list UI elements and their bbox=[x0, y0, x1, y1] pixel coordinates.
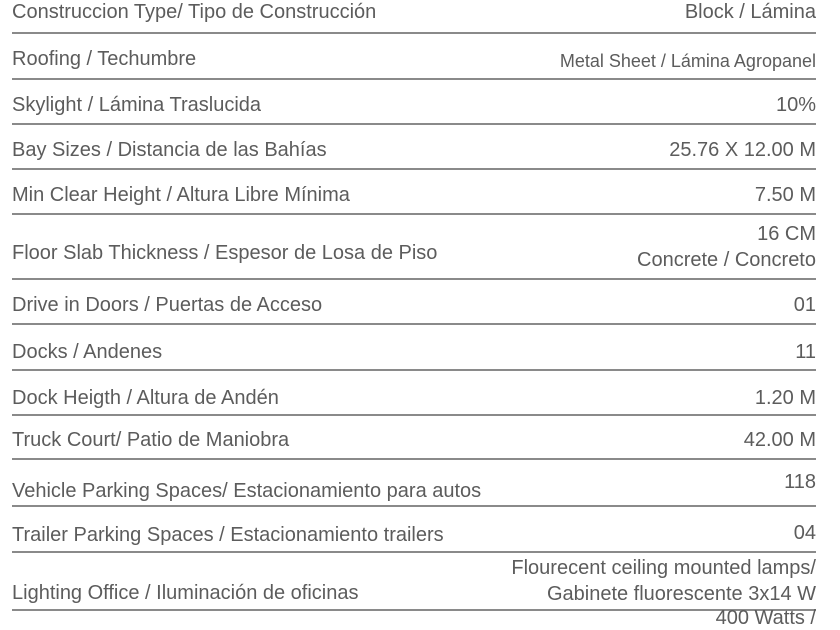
table-row bbox=[12, 553, 816, 611]
table-row bbox=[12, 280, 816, 325]
spec-label: Skylight / Lámina Traslucida bbox=[12, 94, 262, 116]
spec-label: Bay Sizes / Distancia de las Bahías bbox=[12, 139, 327, 161]
spec-label: Lighting Office / Iluminación de oficinas bbox=[12, 582, 359, 604]
table-row bbox=[12, 371, 816, 416]
table-row bbox=[12, 170, 816, 215]
table-row bbox=[12, 215, 816, 280]
spec-value: 118 bbox=[784, 471, 816, 493]
spec-value-line: Flourecent ceiling mounted lamps/ bbox=[511, 557, 816, 579]
partial-row-value: 400 Watts / bbox=[715, 607, 816, 629]
table-row bbox=[12, 80, 816, 125]
spec-value-line: Gabinete fluorescente 3x14 W bbox=[546, 583, 816, 605]
spec-label: Min Clear Height / Altura Libre Mínima bbox=[12, 184, 350, 206]
table-row bbox=[12, 460, 816, 507]
table-row bbox=[12, 507, 816, 553]
specifications-table bbox=[12, 0, 816, 611]
table-row bbox=[12, 0, 816, 34]
spec-label: Floor Slab Thickness / Espesor de Losa de Piso bbox=[12, 242, 438, 264]
spec-value: 25.76 X 12.00 M bbox=[669, 139, 816, 161]
spec-value: 04 bbox=[793, 522, 816, 544]
spec-label: Construccion Type/ Tipo de Construcción bbox=[12, 1, 377, 23]
table-row bbox=[12, 416, 816, 460]
spec-value: 1.20 M bbox=[754, 387, 816, 409]
table-row bbox=[12, 325, 816, 371]
spec-value: 11 bbox=[795, 341, 816, 363]
spec-value: 42.00 M bbox=[743, 429, 816, 451]
spec-value: 7.50 M bbox=[754, 184, 816, 206]
spec-value: 01 bbox=[793, 294, 816, 316]
spec-label: Truck Court/ Patio de Maniobra bbox=[12, 429, 290, 451]
table-row bbox=[12, 34, 816, 80]
spec-value: 10% bbox=[775, 94, 816, 116]
spec-value bbox=[511, 555, 816, 607]
spec-value-line: 16 CM bbox=[757, 223, 816, 245]
spec-value-line: Concrete / Concreto bbox=[637, 249, 816, 271]
table-row bbox=[12, 125, 816, 170]
spec-label: Trailer Parking Spaces / Estacionamiento trailers bbox=[12, 524, 444, 546]
spec-value: Block / Lámina bbox=[684, 1, 816, 23]
spec-value bbox=[637, 221, 816, 273]
spec-label: Docks / Andenes bbox=[12, 341, 163, 363]
spec-value: Metal Sheet / Lámina Agropanel bbox=[559, 51, 816, 71]
spec-label: Roofing / Techumbre bbox=[12, 48, 197, 70]
spec-label: Dock Heigth / Altura de Andén bbox=[12, 387, 279, 409]
spec-label: Drive in Doors / Puertas de Acceso bbox=[12, 294, 323, 316]
spec-label: Vehicle Parking Spaces/ Estacionamiento para autos bbox=[12, 480, 482, 502]
